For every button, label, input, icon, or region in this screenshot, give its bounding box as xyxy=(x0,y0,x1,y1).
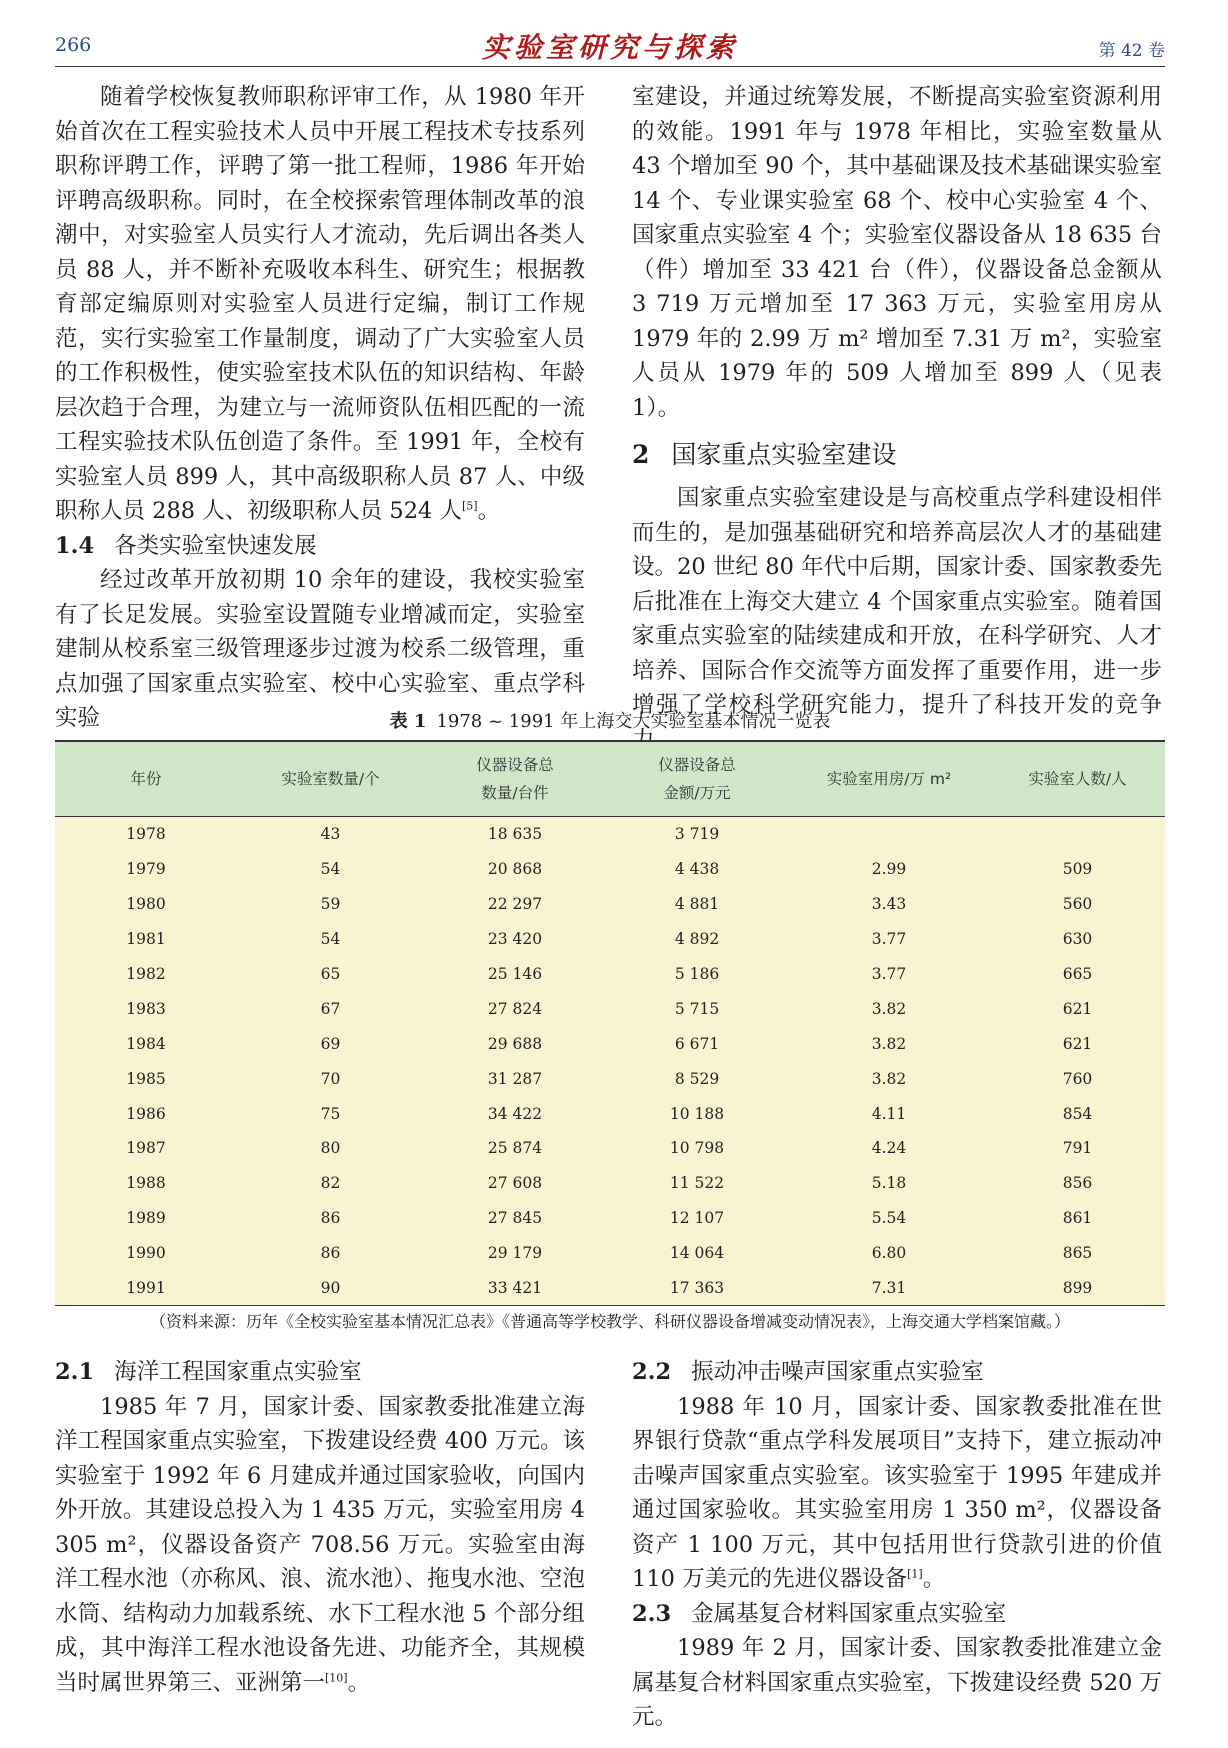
table-cell: 1981 xyxy=(126,930,166,949)
table-row xyxy=(55,817,1165,852)
table-cell: 14 064 xyxy=(669,1244,725,1263)
paragraph xyxy=(55,1390,585,1701)
table-cell: 1991 xyxy=(55,1271,237,1306)
section-heading xyxy=(55,529,585,564)
table-cell: 6 671 xyxy=(674,1034,720,1053)
table-cell: 1987 xyxy=(126,1139,166,1158)
table-cell: 7.31 xyxy=(788,1271,990,1306)
table-cell: 5.54 xyxy=(871,1209,907,1228)
table-cell: 27 608 xyxy=(487,1174,543,1193)
table-cell: 3.43 xyxy=(871,895,907,914)
table-cell: 54 xyxy=(320,860,341,879)
table-row xyxy=(55,1236,1165,1271)
table-row xyxy=(55,1026,1165,1061)
table-row xyxy=(55,957,1165,992)
table-cell: 4 892 xyxy=(674,930,720,949)
table-title: 1978 ~ 1991 年上海交大实验室基本情况一览表 xyxy=(436,711,831,732)
table-cell: 3.77 xyxy=(871,965,907,983)
table-cell: 80 xyxy=(320,1139,341,1158)
table-cell: 1983 xyxy=(126,999,166,1018)
table-source-note: （资料来源：历年《全校实验室基本情况汇总表》《普通高等学校教学、科研仪器设备增减变动情况表》，上海交通大学档案馆藏。） xyxy=(149,1312,1070,1331)
table-cell: 70 xyxy=(320,1069,341,1088)
table-cell: 509 xyxy=(1062,860,1093,879)
table-cell: 90 xyxy=(237,1271,424,1306)
table-cell: 4 881 xyxy=(674,895,720,914)
table-row xyxy=(55,1131,1165,1166)
table-cell: 31 287 xyxy=(487,1069,543,1088)
table-cell: 17 363 xyxy=(606,1271,788,1306)
table-cell: 10 188 xyxy=(669,1104,725,1123)
table-cell: 6.80 xyxy=(871,1244,907,1263)
paragraph: 1989 年 2 月，国家计委、国家教委批准建立金属基复合材料国家重点实验室，下拨建设经费 520 万元。 xyxy=(632,1635,1162,1730)
table-cell: 3 719 xyxy=(674,825,720,844)
table-cell: 1985 xyxy=(126,1069,166,1088)
paragraph xyxy=(632,1390,1162,1597)
section-heading xyxy=(632,435,1162,475)
table-cell: 25 146 xyxy=(487,965,543,983)
table-cell: 665 xyxy=(1062,965,1093,983)
section-title: 振动冲击噪声国家重点实验室 xyxy=(691,1359,984,1385)
paragraph-text: 随着学校恢复教师职称评审工作，从 1980 年开始首次在工程实验技术人员中开展工程技术专技系列职称评聘工作，评聘了第一批工程师，1986 年开始评聘高级职称。同时，在全校探索管理体制改革的浪潮中，对实验室人员实行人才流动，先后调出各类人员 88 人，并不断补充吸收本科生、研究生；根据教育部定编原则对实验室人员进行定编，制订工作规范，实行实验室工作量制度，调动了广大实验室人员的工作积极性，使实验室技术队伍的知识结构、年龄层次趋于合理，为建立与一流师资队伍相匹配的一流工程实验技术队伍创造了条件。至 1991 年，全校有实验室人员 899 人，其中高级职称人员 87 人、中级职称人员 288 人、初级职称人员 524 人 xyxy=(55,84,585,524)
column-header: 实验室用房/万 m² xyxy=(788,741,990,817)
table-cell: 865 xyxy=(1062,1244,1093,1263)
table-cell: 86 xyxy=(320,1209,341,1228)
table-body xyxy=(55,817,1165,1306)
table-cell: 621 xyxy=(1062,1034,1093,1053)
table-row xyxy=(55,1201,1165,1236)
table-cell: 4.11 xyxy=(871,1104,907,1123)
table-cell: 10 798 xyxy=(669,1139,725,1158)
table-row xyxy=(55,1166,1165,1201)
table-row xyxy=(55,1096,1165,1131)
paragraph: 室建设，并通过统筹发展，不断提高实验室资源利用的效能。1991 年与 1978 年相比，实验室数量从 43 个增加至 90 个，其中基础课及技术基础课实验室 14 个、专业课实验室 68 个、校中心实验室 4 个、国家重点实验室 4 个；实验室仪器设备从 18 635 台（件）增加至 33 421 台（件），仪器设备总金额从 3 719 万元增加至 17 363 万元，实验室用房从 1979 年的 2.99 万 m² 增加至 7.31 万 m²，实验室人员从 1979 年的 509 人增加至 899 人（见表 1）。 xyxy=(632,84,1162,421)
section-title: 海洋工程国家重点实验室 xyxy=(114,1359,362,1385)
paragraph-text: 1985 年 7 月，国家计委、国家教委批准建立海洋工程国家重点实验室，下拨建设经费 400 万元。该实验室于 1992 年 6 月建成并通过国家验收，向国内外开放。其建设总投入为 1 435 万元，实验室用房 4 305 m²，仪器设备资产 708.56 万元。实验室由海洋工程水池（亦称风、浪、流水池）、拖曳水池、空泡水筒、结构动力加载系统、水下工程水池 5 个部分组成，其中海洋工程水池设备先进、功能齐全，其规模当时属世界第三、亚洲第一 xyxy=(55,1393,585,1696)
section-title: 国家重点实验室建设 xyxy=(671,440,897,469)
table-cell: 67 xyxy=(320,999,341,1018)
table-cell: 23 420 xyxy=(487,930,543,949)
column-header: 年份 xyxy=(55,741,237,817)
table-cell: 1980 xyxy=(126,895,166,914)
citation[interactable]: [1] xyxy=(907,1567,923,1581)
section-title: 各类实验室快速发展 xyxy=(114,532,317,559)
table-row xyxy=(55,922,1165,957)
table-cell: 1988 xyxy=(126,1174,166,1193)
table-cell: 5 715 xyxy=(674,999,720,1018)
table-cell: 630 xyxy=(1062,930,1093,949)
section-number: 1.4 xyxy=(55,532,95,559)
table-cell: 22 297 xyxy=(487,895,543,914)
table-cell: 43 xyxy=(320,825,341,844)
header-divider xyxy=(55,66,1165,67)
table-caption xyxy=(55,710,1165,734)
table-row xyxy=(55,991,1165,1026)
section-heading xyxy=(55,1355,585,1390)
table-cell xyxy=(990,817,1165,852)
table-row xyxy=(55,1061,1165,1096)
journal-title: 实验室研究与探索 xyxy=(481,31,738,64)
paragraph: 经过改革开放初期 10 余年的建设，我校实验室有了长足发展。实验室设置随专业增减而定，实验室建制从校系室三级管理逐步过渡为校系二级管理，重点加强了国家重点实验室、校中心实验室、重点学科实验 xyxy=(55,567,585,731)
table-cell: 1978 xyxy=(126,825,166,844)
section-number: 2.2 xyxy=(632,1359,672,1385)
table-cell: 54 xyxy=(320,930,341,949)
table-cell: 899 xyxy=(990,1271,1165,1306)
table-cell xyxy=(788,817,990,852)
table-cell: 34 422 xyxy=(487,1104,543,1123)
table-cell: 12 107 xyxy=(669,1209,725,1228)
table-header xyxy=(55,741,1165,817)
table-cell: 560 xyxy=(1062,895,1093,914)
right-column-bottom xyxy=(632,1355,1162,1735)
left-column-bottom xyxy=(55,1355,585,1700)
table-cell: 29 179 xyxy=(487,1244,543,1263)
citation[interactable]: [10] xyxy=(325,1671,348,1684)
column-header: 实验室人数/人 xyxy=(990,741,1165,817)
table-cell: 1989 xyxy=(126,1209,166,1228)
table-cell: 621 xyxy=(1062,999,1093,1018)
table-cell: 11 522 xyxy=(669,1174,725,1193)
table-cell: 27 824 xyxy=(487,999,543,1018)
table-cell: 1990 xyxy=(126,1244,166,1263)
section-number: 2.1 xyxy=(55,1359,95,1385)
volume-label: 第 42 卷 xyxy=(1098,41,1165,61)
header-row xyxy=(55,741,1165,817)
table-cell: 29 688 xyxy=(487,1034,543,1053)
section-number: 2.3 xyxy=(632,1600,672,1627)
table-cell: 791 xyxy=(1062,1139,1093,1158)
section-heading xyxy=(632,1355,1162,1390)
table-label: 表 1 xyxy=(389,711,427,732)
table-cell: 86 xyxy=(320,1244,341,1263)
table-cell: 25 874 xyxy=(487,1139,543,1158)
table-cell: 1984 xyxy=(126,1034,166,1053)
table-cell: 69 xyxy=(320,1034,341,1053)
table-cell: 1982 xyxy=(126,965,166,983)
table-cell: 4.24 xyxy=(871,1139,907,1158)
table-cell: 82 xyxy=(320,1174,341,1193)
table-cell: 59 xyxy=(320,895,341,914)
paragraph-text: 1988 年 10 月，国家计委、国家教委批准在世界银行贷款“重点学科发展项目”支持下，建立振动冲击噪声国家重点实验室。该实验室于 1995 年建成并通过国家验收。其实验室用房 1 350 m²，仪器设备资产 1 100 万元，其中包括用世行贷款引进的价值 110 万美元的先进仪器设备 xyxy=(632,1393,1162,1592)
table-cell: 8 529 xyxy=(674,1069,720,1088)
table-row xyxy=(55,1271,1165,1306)
column-header: 仪器设备总 金额/万元 xyxy=(606,741,788,817)
table-cell: 3.82 xyxy=(871,999,907,1018)
table-cell: 5.18 xyxy=(871,1174,907,1193)
table-cell: 3.77 xyxy=(871,930,907,949)
paragraph: 国家重点实验室建设是与高校重点学科建设相伴而生的，是加强基础研究和培养高层次人才的基础建设。20 世纪 80 年代中后期，国家计委、国家教委先后批准在上海交大建立 4 个国家重点实验室。随着国家重点实验室的陆续建成和开放，在科学研究、人才培养、国际合作交流等方面发挥了重要作用，进一步增强了学校科学研究能力，提升了科技开发的竞争力。 xyxy=(632,485,1162,753)
table-cell: 3.82 xyxy=(871,1069,907,1088)
citation[interactable]: [5] xyxy=(462,499,478,513)
table-cell: 65 xyxy=(320,965,341,983)
page-number: 266 xyxy=(55,34,92,56)
column-header: 仪器设备总 数量/台件 xyxy=(424,741,606,817)
table-cell: 760 xyxy=(1062,1069,1093,1088)
table-cell: 18 635 xyxy=(487,825,543,844)
table-cell: 3.82 xyxy=(871,1034,907,1053)
table-cell: 854 xyxy=(1062,1104,1093,1123)
table-cell: 861 xyxy=(1062,1209,1093,1228)
section-heading xyxy=(632,1597,1162,1632)
paragraph-end: 。 xyxy=(347,1669,371,1696)
column-header: 实验室数量/个 xyxy=(237,741,424,817)
table-cell: 75 xyxy=(320,1104,341,1123)
section-number: 2 xyxy=(632,440,650,469)
paragraph-end: 。 xyxy=(922,1566,946,1592)
table-cell: 27 845 xyxy=(487,1209,543,1228)
table-cell: 4 438 xyxy=(674,860,720,879)
paragraph-end: 。 xyxy=(477,498,501,524)
table-cell: 2.99 xyxy=(871,860,907,879)
table-cell: 856 xyxy=(1062,1174,1093,1193)
table-cell: 33 421 xyxy=(424,1271,606,1306)
table-cell: 1986 xyxy=(126,1104,166,1123)
running-header xyxy=(55,18,1165,68)
table-cell: 1979 xyxy=(126,860,166,879)
left-column-top xyxy=(55,80,585,736)
section-title: 金属基复合材料国家重点实验室 xyxy=(691,1600,1007,1627)
table-row xyxy=(55,887,1165,922)
table-cell: 20 868 xyxy=(487,860,543,879)
table-row xyxy=(55,852,1165,887)
paragraph xyxy=(55,80,585,529)
right-column-top xyxy=(632,80,1162,757)
data-table xyxy=(55,740,1165,1306)
table-cell: 5 186 xyxy=(674,965,720,983)
